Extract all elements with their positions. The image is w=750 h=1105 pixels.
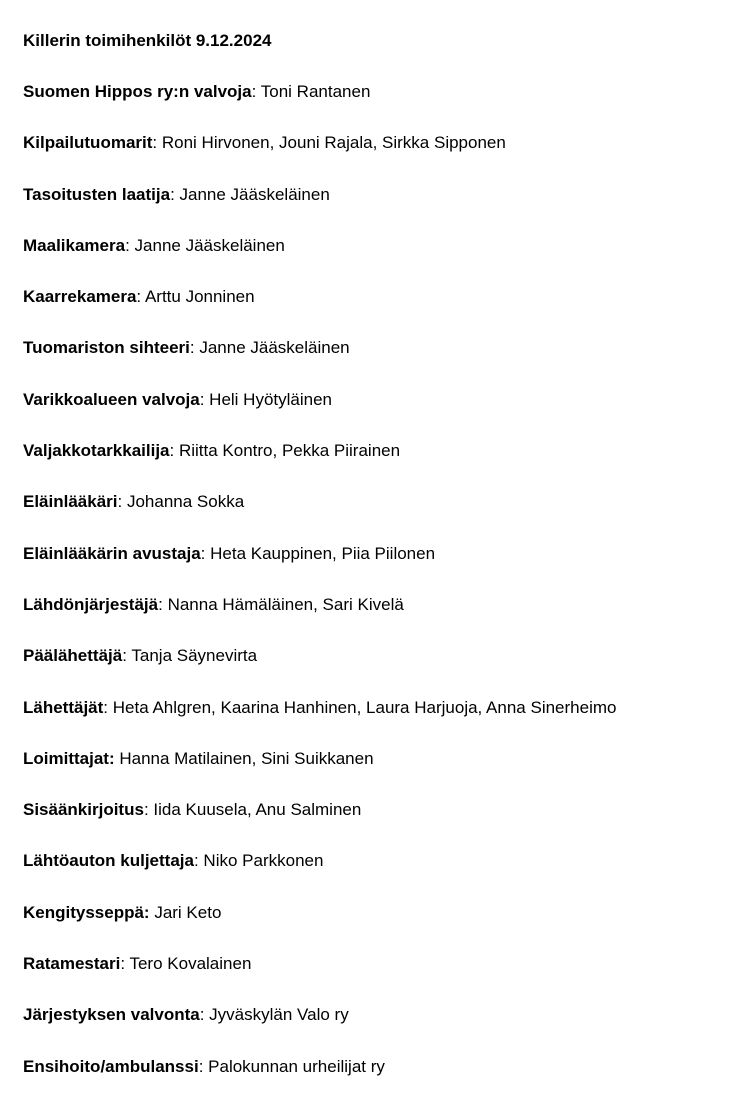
entry-label: Lähtöauton kuljettaja (23, 851, 194, 871)
entry-label: Järjestyksen valvonta (23, 1005, 200, 1025)
entry-value: Hanna Matilainen, Sini Suikkanen (114, 748, 374, 768)
document-title: Killerin toimihenkilöt 9.12.2024 (23, 31, 272, 50)
entry-label: Lähettäjät (23, 697, 104, 717)
entry-value: Janne Jääskeläinen (129, 235, 285, 255)
entry-sisaankirjoitus (23, 797, 743, 823)
entry-value: Tero Kovalainen (125, 954, 252, 974)
entry-value: Janne Jääskeläinen (174, 184, 330, 204)
entry-separator: : (199, 1005, 205, 1025)
entry-tuomariston-sihteeri (23, 335, 743, 361)
entry-label: Lähdönjärjestäjä (23, 594, 159, 614)
entry-separator: : (117, 492, 123, 512)
entry-value: Iida Kuusela, Anu Salminen (148, 800, 362, 820)
entry-label: Loimittajat: (23, 748, 115, 768)
entry-value: Niko Parkkonen (198, 851, 324, 871)
entry-label: Varikkoalueen valvoja (23, 389, 200, 409)
entry-value: Palokunnan urheilijat ry (203, 1056, 385, 1076)
entry-value: Jari Keto (149, 902, 222, 922)
entry-label: Eläinlääkärin avustaja (23, 543, 201, 563)
entry-separator: : (122, 646, 127, 666)
entry-elainlaakari (23, 489, 743, 515)
entry-kengitysseppa (23, 900, 743, 926)
entry-separator: : (193, 851, 199, 871)
entry-value: Nanna Hämäläinen, Sari Kivelä (162, 594, 404, 614)
entry-value: Riitta Kontro, Pekka Piirainen (174, 441, 401, 461)
entry-lahdonjarjestaja (23, 592, 743, 618)
entry-separator: : (125, 235, 130, 255)
entry-separator: : (136, 287, 142, 307)
entry-separator: : (198, 1056, 204, 1076)
entry-label: Tuomariston sihteeri (23, 338, 190, 358)
entry-separator: : (199, 389, 205, 409)
entry-label: Kaarrekamera (23, 287, 137, 307)
entry-label: Sisäänkirjoitus (23, 800, 144, 820)
entry-lahtoauton-kuljettaja (23, 848, 743, 874)
entry-lahettajat (23, 695, 743, 721)
entry-label: Valjakkotarkkailija (23, 441, 170, 461)
entry-ensihoito-ambulanssi (23, 1054, 743, 1080)
entry-label: Päälähettäjä (23, 646, 123, 666)
entry-varikkoalueen-valvoja (23, 387, 743, 413)
entry-value: Heli Hyötyläinen (204, 389, 333, 409)
entry-label: Ensihoito/ambulanssi (23, 1056, 199, 1076)
entry-label: Eläinlääkäri (23, 492, 118, 512)
entry-kaarrekamera (23, 284, 743, 310)
entry-separator: : (103, 697, 109, 717)
entry-tasoitusten-laatija (23, 182, 743, 208)
entry-separator: : (120, 954, 126, 974)
entry-value: Arttu Jonninen (141, 287, 255, 307)
entry-value: Roni Hirvonen, Jouni Rajala, Sirkka Sipponen (157, 133, 506, 153)
entry-value: Jyväskylän Valo ry (204, 1005, 349, 1025)
entry-value: Johanna Sokka (122, 492, 245, 512)
entry-valjakkotarkkailija (23, 438, 743, 464)
entry-separator: : (170, 184, 175, 204)
entry-label: Kengitysseppä: (23, 902, 150, 922)
entry-value: Janne Jääskeläinen (194, 338, 350, 358)
entry-separator: : (189, 338, 195, 358)
entry-label: Ratamestari (23, 954, 121, 974)
entry-value: Heta Ahlgren, Kaarina Hanhinen, Laura Harjuoja, Anna Sinerheimo (108, 697, 617, 717)
entry-kilpailutuomarit (23, 130, 743, 156)
entry-value: Heta Kauppinen, Piia Piilonen (205, 543, 436, 563)
entry-loimittajat (23, 746, 743, 772)
entry-valvoja (23, 79, 743, 105)
entry-maalikamera (23, 233, 743, 259)
entry-value: Toni Rantanen (256, 82, 371, 101)
entry-ratamestari (23, 951, 743, 977)
entry-label: Tasoitusten laatija (23, 184, 171, 204)
entry-separator: : (169, 441, 175, 461)
entry-value: Tanja Säynevirta (126, 646, 258, 666)
entry-separator: : (158, 594, 163, 614)
document (23, 28, 743, 1105)
entry-jarjestyksen-valvonta (23, 1002, 743, 1028)
entry-label: Kilpailutuomarit (23, 133, 153, 153)
entry-label: Suomen Hippos ry:n valvoja (23, 82, 252, 101)
entry-separator: : (143, 800, 149, 820)
entry-label: Maalikamera (23, 235, 126, 255)
entry-separator: : (251, 82, 257, 101)
entry-elainlaakarin-avustaja (23, 541, 743, 567)
entry-separator: : (152, 133, 158, 153)
entry-paalahettaja (23, 643, 743, 669)
entry-separator: : (200, 543, 206, 563)
